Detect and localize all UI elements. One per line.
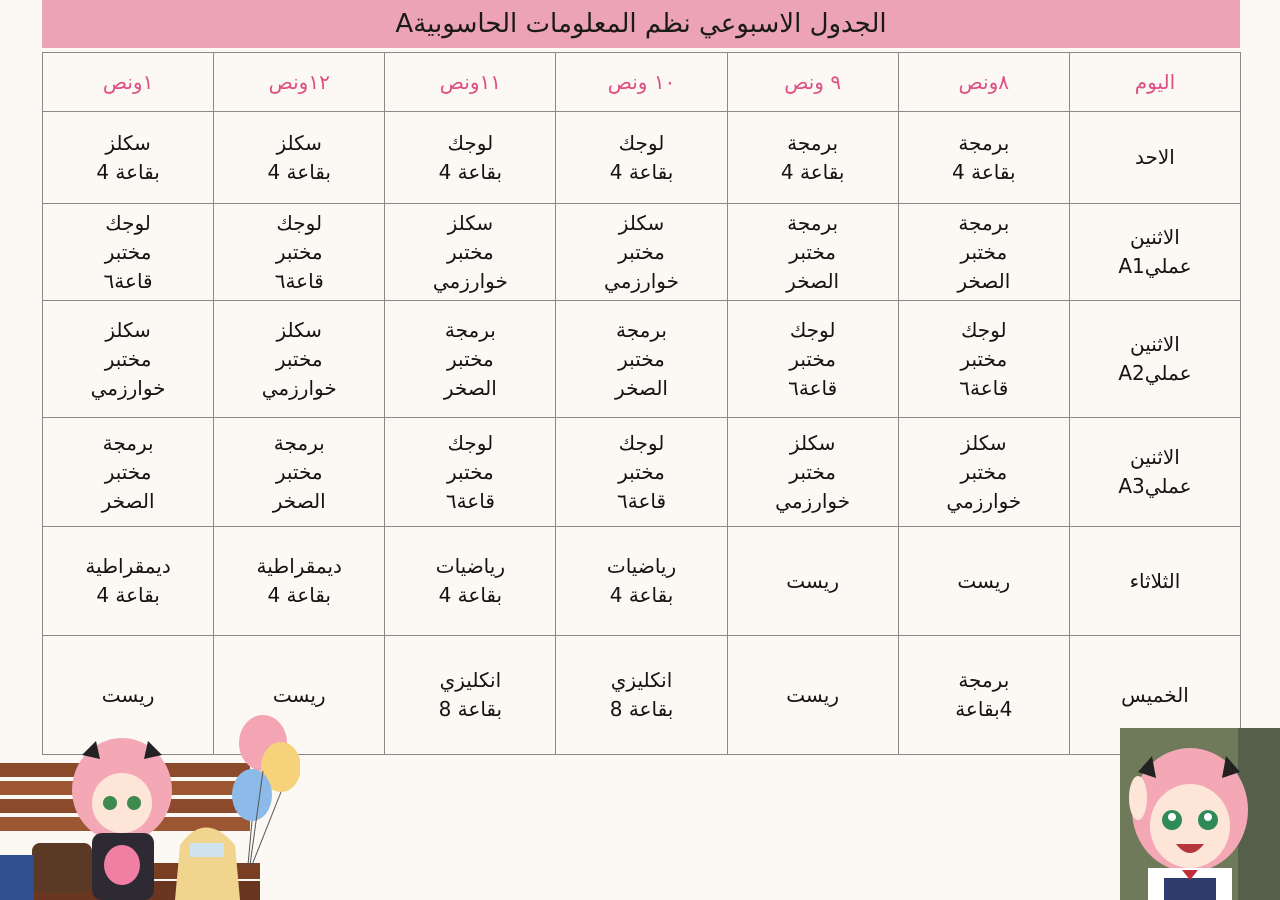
cell-line: بقاعة 4 xyxy=(96,159,160,184)
schedule-cell xyxy=(43,204,214,301)
table-row xyxy=(43,418,1241,527)
cell-line: مختبر xyxy=(104,239,152,264)
header-day: اليوم xyxy=(1069,53,1240,112)
cell-line: مختبر xyxy=(275,239,323,264)
cell-line: برمجة xyxy=(787,130,839,155)
cell-line: لوجك xyxy=(276,210,323,235)
schedule-cell xyxy=(556,112,727,204)
cell-line: خوارزمي xyxy=(90,375,166,400)
cell-line: لوجك xyxy=(447,130,494,155)
cell-line: ريست xyxy=(786,682,839,707)
cell-line: مختبر xyxy=(789,459,837,484)
header-time: ١٠ ونص xyxy=(556,53,727,112)
schedule-cell xyxy=(43,301,214,418)
cell-line: برمجة xyxy=(273,430,325,455)
schedule-cell xyxy=(556,527,727,636)
cell-line: برمجة xyxy=(616,317,667,342)
cell-line: سكلز xyxy=(961,430,1007,455)
cell-line: لوجك xyxy=(618,430,665,455)
cell-line: بقاعة 4 xyxy=(438,583,503,607)
schedule-cell xyxy=(898,112,1069,204)
cell-line: بقاعة 4 xyxy=(609,159,674,184)
schedule-cell xyxy=(43,418,214,527)
schedule-cell xyxy=(727,204,898,301)
bag-icon xyxy=(175,828,240,900)
cell-line: خوارزمي xyxy=(775,488,851,513)
schedule-cell xyxy=(898,301,1069,418)
header-time: ١٢ونص xyxy=(214,53,385,112)
cell-line: الصخر xyxy=(272,488,326,513)
day-cell xyxy=(1069,301,1240,418)
cell-line: ريست xyxy=(101,682,155,707)
schedule-cell xyxy=(214,112,385,204)
cell-line: برمجة xyxy=(787,210,839,235)
day-label: الاثنين xyxy=(1130,225,1180,249)
table-row xyxy=(43,301,1241,418)
cell-line: الصخر xyxy=(786,268,840,293)
cell-line: مختبر xyxy=(618,346,665,371)
cell-line: قاعة٦ xyxy=(616,488,667,513)
header-time: ١ونص xyxy=(43,53,214,112)
backpack-icon xyxy=(32,843,92,893)
cell-line: سكلز xyxy=(618,210,665,235)
schedule-cell xyxy=(727,418,898,527)
cell-line: الصخر xyxy=(957,268,1011,293)
cell-line: الصخر xyxy=(443,375,497,400)
cell-line: برمجة xyxy=(102,430,154,455)
schedule-cell xyxy=(898,204,1069,301)
cell-line: مختبر xyxy=(275,459,323,484)
schedule-cell xyxy=(385,636,556,755)
day-cell xyxy=(1069,527,1240,636)
schedule-cell xyxy=(214,527,385,636)
decorative-illustration-right xyxy=(1120,728,1280,900)
schedule-cell xyxy=(43,112,214,204)
cell-line: بقاعة 4 xyxy=(952,159,1016,184)
cell-line: انكليزي xyxy=(439,668,502,692)
cell-line: قاعة٦ xyxy=(959,375,1009,400)
schedule-cell xyxy=(556,204,727,301)
cell-line: بقاعة 4 xyxy=(96,583,160,607)
cell-line: برمجة xyxy=(958,130,1010,155)
cell-line: مختبر xyxy=(618,239,665,264)
cell-line: برمجة xyxy=(958,210,1010,235)
cell-line: لوجك xyxy=(789,317,836,342)
decorative-illustration-left xyxy=(0,715,300,900)
day-label: الاثنين xyxy=(1130,332,1180,356)
cell-line: بقاعة 8 xyxy=(609,697,674,721)
table-row xyxy=(43,527,1241,636)
schedule-cell xyxy=(385,527,556,636)
schedule-cell xyxy=(727,636,898,755)
cell-line: قاعة٦ xyxy=(788,375,838,400)
cell-line: رياضيات xyxy=(606,554,677,578)
cell-line: سكلز xyxy=(447,210,494,235)
schedule-cell xyxy=(556,636,727,755)
cell-line: رياضيات xyxy=(435,554,505,578)
cell-line: مختبر xyxy=(789,239,837,264)
cell-line: ريست xyxy=(272,682,326,707)
schedule-cell xyxy=(727,301,898,418)
cell-line: مختبر xyxy=(104,346,152,371)
cell-line: مختبر xyxy=(960,459,1008,484)
cell-line: ديمقراطية xyxy=(85,554,171,578)
header-time: ١١ونص xyxy=(385,53,556,112)
schedule-cell xyxy=(385,204,556,301)
cell-line: الصخر xyxy=(615,375,668,400)
schedule-cell xyxy=(556,301,727,418)
schedule-cell xyxy=(385,112,556,204)
day-label: عمليA1 xyxy=(1118,254,1192,278)
day-cell xyxy=(1069,112,1240,204)
schedule-cell xyxy=(214,301,385,418)
schedule-table xyxy=(42,52,1241,755)
cell-line: سكلز xyxy=(105,317,151,342)
schedule-cell xyxy=(898,527,1069,636)
cell-line: مختبر xyxy=(447,459,494,484)
cell-line: انكليزي xyxy=(610,668,673,692)
cell-line: برمجة xyxy=(444,317,496,342)
cell-line: 4بقاعة xyxy=(955,697,1013,721)
cell-line: قاعة٦ xyxy=(274,268,324,293)
cell-line: مختبر xyxy=(447,239,494,264)
day-label: الاحد xyxy=(1135,145,1175,169)
cell-line: مختبر xyxy=(960,346,1008,371)
schedule-cell xyxy=(727,112,898,204)
cell-line: بقاعة 4 xyxy=(267,159,331,184)
cell-line: سكلز xyxy=(276,130,322,155)
schedule-cell xyxy=(727,527,898,636)
cell-line: سكلز xyxy=(276,317,322,342)
cell-line: مختبر xyxy=(960,239,1008,264)
cell-line: بقاعة 4 xyxy=(438,159,503,184)
schedule-cell xyxy=(214,204,385,301)
table-row xyxy=(43,112,1241,204)
schedule-cell xyxy=(898,418,1069,527)
page-title: الجدول الاسبوعي نظم المعلومات الحاسوبيةA xyxy=(42,0,1240,48)
header-time: ٨ونص xyxy=(898,53,1069,112)
cell-line: بقاعة 4 xyxy=(267,583,331,607)
cell-line: بقاعة 8 xyxy=(438,697,503,721)
cell-line: لوجك xyxy=(960,317,1007,342)
cell-line: مختبر xyxy=(275,346,323,371)
day-label: عمليA2 xyxy=(1118,361,1192,385)
cell-line: الصخر xyxy=(101,488,155,513)
schedule-cell xyxy=(214,418,385,527)
cell-line: ديمقراطية xyxy=(256,554,342,578)
cell-line: مختبر xyxy=(789,346,837,371)
cell-line: ريست xyxy=(786,568,839,593)
cell-line: سكلز xyxy=(105,130,151,155)
cell-line: قاعة٦ xyxy=(103,268,153,293)
cell-line: مختبر xyxy=(447,346,494,371)
header-time: ٩ ونص xyxy=(727,53,898,112)
day-cell xyxy=(1069,418,1240,527)
table-row xyxy=(43,204,1241,301)
day-label: عمليA3 xyxy=(1118,474,1192,498)
cell-line: مختبر xyxy=(104,459,152,484)
cell-line: خوارزمي xyxy=(946,488,1022,513)
schedule-cell xyxy=(385,418,556,527)
cell-line: مختبر xyxy=(618,459,665,484)
cell-line: قاعة٦ xyxy=(445,488,495,513)
schedule-cell xyxy=(43,527,214,636)
cell-line: بقاعة 4 xyxy=(780,159,845,184)
day-cell xyxy=(1069,204,1240,301)
snack-box-icon xyxy=(0,855,34,900)
schedule-cell xyxy=(898,636,1069,755)
cell-line: لوجك xyxy=(618,130,665,155)
cell-line: لوجك xyxy=(447,430,494,455)
cell-line: خوارزمي xyxy=(261,375,337,400)
cell-line: بقاعة 4 xyxy=(609,583,674,607)
cell-line: خوارزمي xyxy=(432,268,508,293)
cell-line: ريست xyxy=(957,568,1011,593)
day-label: الاثنين xyxy=(1130,445,1180,469)
cell-line: لوجك xyxy=(105,210,151,235)
cell-line: خوارزمي xyxy=(604,268,679,293)
header-row xyxy=(43,53,1241,112)
schedule-cell xyxy=(385,301,556,418)
day-label: الثلاثاء xyxy=(1129,568,1181,593)
balloon-icon xyxy=(232,769,272,821)
cell-line: سكلز xyxy=(789,430,836,455)
cell-line: برمجة xyxy=(958,668,1010,692)
schedule-cell xyxy=(556,418,727,527)
day-label: الخميس xyxy=(1121,682,1189,707)
